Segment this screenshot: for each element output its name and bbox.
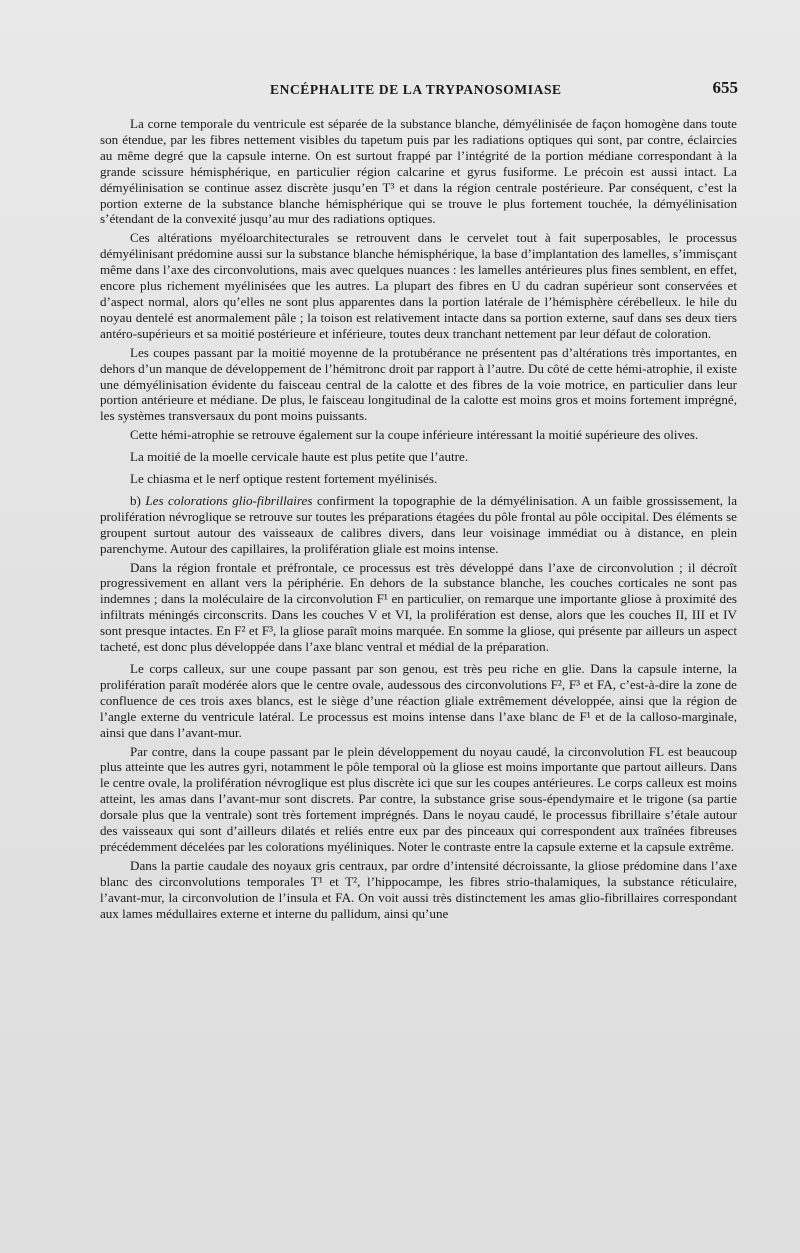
- paragraph: Cette hémi-atrophie se retrouve également sur la coupe inférieure intéressant la moitié supérieure des olives.: [130, 427, 699, 443]
- paragraph: La corne temporale du ventricule est séparée de la substance blanche, démyélinisée de façon homogène dans toute son étendue, par les fibres nettement visibles du tapetum puis par les radiations optiques qui sont, par contre, éclaircies au même degré que la capsule interne. On est surtout frappé par l’intégrité de la portion médiane correspondant à la grande scissure hémisphérique, en particulier région calcarine et gyrus fusiforme. Le précoin est aussi intact. La démyélinisation se continue assez discrète jusqu’en T³ et dans la région centrale postérieure. Par conséquent, c’est la portion externe de la substance blanche hémisphérique qui se trouve le plus fortement touchée, la démyélinisation s’étendant de la convexité jusqu’au mur des radiations optiques.: [100, 116, 737, 227]
- page-number: 655: [712, 78, 738, 97]
- paragraph: Les coupes passant par la moitié moyenne de la protubérance ne présentent pas d’altérations très importantes, en dehors d’un manque de développement de l’hémitronc droit par rapport à l’autre. Du côté de cette hémi-atrophie, il existe une démyélinisation évidente du faisceau central de la calotte et des fibres de la voie motrice, en particulier dans leur portion antérieure et médiane. De plus, le faisceau longitudinal de la calotte est moins gros et moins fortement imprégné, les systèmes transversaux du pont moins puissants.: [100, 344, 737, 424]
- paragraph: Le corps calleux, sur une coupe passant par son genou, est très peu riche en glie. Dans la capsule interne, la prolifération paraît modérée alors que le centre ovale, audessous des circonvolutions F², F³ et FA, c’est-à-dire la zone de confluence de ces trois axes blancs, est le siège d’une réaction gliale extrêmement développée, ainsi que la région de l’angle externe du ventricule latéral. Le processus est moins intense dans l’axe blanc de F¹ et de la calloso-marginale, ainsi que dans l’avant-mur.: [100, 661, 737, 740]
- running-title: ENCÉPHALITE DE LA TRYPANOSOMIASE: [270, 82, 562, 97]
- paragraph: Dans la région frontale et préfrontale, ce processus est très développé dans l’axe de circonvolution ; il décroît progressivement en allant vers la périphérie. En dehors de la substance blanche, les couches corticales ne sont pas indemnes ; dans la moléculaire de la circonvolution F¹ en particulier, on remarque une importante gliose à proximité des infiltrats méningés circonscrits. Dans les couches V et VI, la prolifération est dense, alors que les couches II, III et IV sont presque intactes. En F² et F³, la gliose paraît moins marquée. En somme la gliose, qui présente par ailleurs un aspect tacheté, est donc plus développée dans l’axe blanc ventral et médial de la préparation.: [100, 559, 737, 655]
- paragraph-lead: b): [130, 492, 146, 508]
- paragraph: Par contre, dans la coupe passant par le plein développement du noyau caudé, la circonvolution FL est beaucoup plus atteinte que les autres gyri, notamment le pôle temporal où la gliose est moins importante que partout ailleurs. Dans le centre ovale, la prolifération névroglique est plus discrète ici que sur les coupes antérieures. Le corps calleux est moins atteint, les amas dans l’avant-mur sont discrets. Par contre, la substance grise sous-épendymaire et le trigone (sa partie dorsale plus que la ventrale) sont très fortement imprégnés. Dans le noyau caudé, le processus fibrillaire s’étale autour des vaisseaux qui sont d’ailleurs dilatés et reliés entre eux par des pinceaux qui correspondent aux traînées fibreuses précédemment décelées par les colorations myéliniques. Noter le contraste entre la capsule externe et la capsule extrême.: [100, 743, 737, 854]
- page-header: [100, 78, 740, 102]
- section-heading-italic: Les colorations glio-fibrillaires: [145, 492, 313, 508]
- body-text: [100, 116, 737, 925]
- paragraph-rest: confirment la topographie de la démyélinisation. A un faible grossissement, la prolifération névroglique se retrouve sur toutes les préparations étagées du pôle frontal au pôle occipital. Des éléments se groupent surtout autour des vaisseaux de calibres divers, dans leur voisinage immédiat ou à distance, en plein parenchyme. Autour des capillaires, la prolifération gliale est moins intense.: [100, 492, 738, 556]
- paragraph: [100, 493, 737, 557]
- paragraph: Ces altérations myéloarchitecturales se retrouvent dans le cervelet tout à fait superposables, le processus démyélinisant prédomine aussi sur la substance blanche hémisphérique, la base d’implantation des lamelles, s’immisçant même dans l’axe des circonvolutions, mais avec quelques nuances : les lamelles antérieures plus fines semblent, en effet, encore plus richement myélinisées que les autres. La plupart des fibres en U du cadran supérieur sont conservées et d’aspect normal, alors qu’elles ne sont plus apparentes dans la portion latérale de l’hémisphère cérébelleux. le hile du noyau dentelé est anormalement pâle ; la toison est relativement intacte dans sa portion externe, sauf dans ses deux tiers antéro-supérieurs et sa moitié postérieure et inférieure, toutes deux tranchant nettement par leur défaut de coloration.: [100, 230, 737, 341]
- paragraph: Dans la partie caudale des noyaux gris centraux, par ordre d’intensité décroissante, la gliose prédomine dans l’axe blanc des circonvolutions temporales T¹ et T², l’hippocampe, les fibres strio-thalamiques, la substance réticulaire, l’avant-mur, la circonvolution de l’insula et FA. On voit aussi très distinctement les amas glio-fibrillaires correspondant aux lames médullaires externe et interne du pallidum, ainsi qu’une: [100, 857, 737, 921]
- paragraph: Le chiasma et le nerf optique restent fortement myélinisés.: [130, 471, 438, 487]
- paragraph: La moitié de la moelle cervicale haute est plus petite que l’autre.: [130, 449, 469, 465]
